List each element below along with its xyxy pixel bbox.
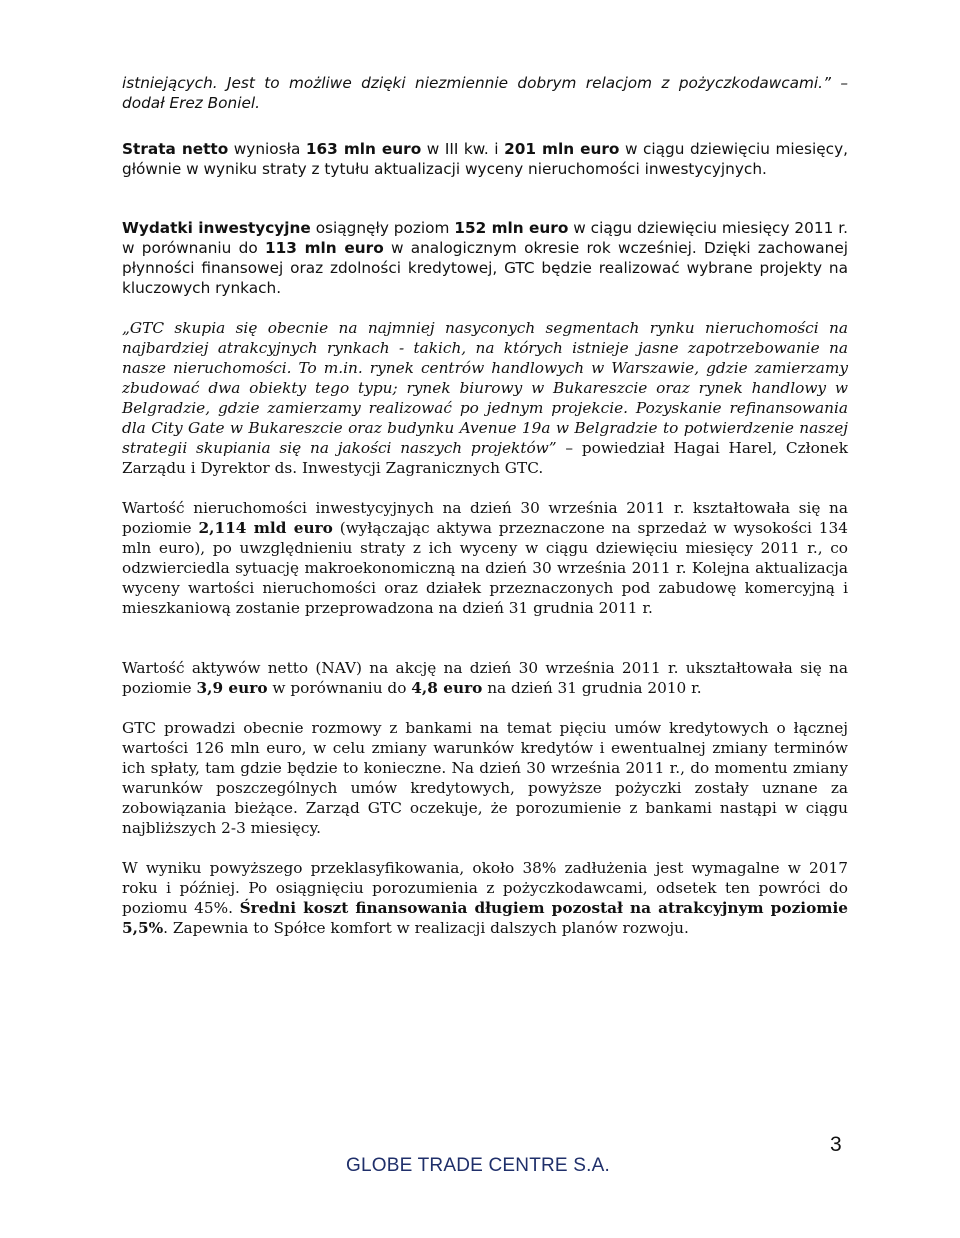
paragraph-text: – powiedział Hagai Harel, Członek Zarządu i Dyrektor ds. Inwestycji Zagranicznych GTC. — [122, 439, 848, 477]
paragraph-text: Wartość aktywów netto (NAV) na akcję na dzień 30 września 2011 r. ukształtowała się na poziomie — [122, 659, 848, 697]
paragraph-quote-end — [122, 73, 848, 113]
paragraph-nav — [122, 658, 848, 698]
paragraph-text: W wyniku powyższego przeklasyfikowania, około 38% zadłużenia jest wymagalne w 2017 roku i później. Po osiągnięciu porozumienia z pożyczkodawcami, odsetek ten powróci do poziomu 45%. — [122, 859, 848, 917]
paragraph-text: w analogicznym okresie rok wcześniej. Dzięki zachowanej płynności finansowej oraz zdolności kredytowej, GTC będzie realizować wybrane projekty na kluczowych rynkach. — [122, 239, 848, 297]
paragraph-text: wyniosła — [228, 140, 306, 158]
paragraph-bank-talks — [122, 718, 848, 838]
paragraph-text: w ciągu dziewięciu miesięcy, głównie w wyniku straty z tytułu aktualizacji wyceny nieruchomości inwestycyjnych. — [122, 140, 848, 178]
bold-text: 163 mln euro — [305, 140, 422, 158]
bold-text: Średni koszt finansowania długiem pozostał na atrakcyjnym poziomie 5,5% — [122, 899, 848, 937]
bold-text: 4,8 euro — [411, 679, 483, 697]
page-number: 3 — [830, 1133, 842, 1156]
paragraph-capex — [122, 218, 848, 298]
paragraph-text: Wartość nieruchomości inwestycyjnych na dzień 30 września 2011 r. kształtowała się na poziomie — [122, 499, 848, 537]
paragraph-text: istniejących. Jest to możliwe dzięki niezmiennie dobrym relacjom z pożyczkodawcami.” – dodał Erez Boniel. — [122, 74, 848, 112]
paragraph-text: . Zapewnia to Spółce komfort w realizacji dalszych planów rozwoju. — [163, 919, 689, 937]
paragraph-property-value — [122, 498, 848, 618]
paragraph-net-loss — [122, 139, 848, 179]
paragraph-reclassification — [122, 858, 848, 938]
quote-text: „GTC skupia się obecnie na najmniej nasyconych segmentach rynku nieruchomości na najbardziej atrakcyjnych rynkach - takich, na których istnieje jasne zapotrzebowanie na nasze nieruchomości. To m.in. rynek centrów handlowych w Warszawie, gdzie zamierzamy zbudować dwa obiekty tego typu; rynek biurowy w Bukareszcie oraz rynek handlowy w Belgradzie, gdzie zamierzamy realizować po jednym projekcie. Pozyskanie refinansowania dla City Gate w Bukareszcie oraz budynku Avenue 19a w Belgradzie to potwierdzenie naszej strategii skupiania się na jakości naszych projektów” — [122, 319, 848, 457]
bold-text: Strata netto — [122, 140, 229, 158]
bold-text: Wydatki inwestycyjne — [122, 219, 311, 237]
footer-company-name: GLOBE TRADE CENTRE S.A. — [346, 1155, 610, 1176]
paragraph-text: (wyłączając aktywa przeznaczone na sprzedaż w wysokości 134 mln euro), po uwzględnieniu straty z ich wyceny w ciągu dziewięciu miesięcy 2011 r., co odzwierciedla sytuację makroekonomiczną na dzień 30 września 2011 r. Kolejna aktualizacja wyceny wartości nieruchomości oraz działek przeznaczonych pod zabudowę komercyjną i mieszkaniową zostanie przeprowadzona na dzień 31 grudnia 2011 r. — [122, 519, 848, 617]
paragraph-text: na dzień 31 grudnia 2010 r. — [482, 679, 702, 697]
paragraph-text: w III kw. i — [421, 140, 505, 158]
bold-text: 201 mln euro — [504, 140, 620, 158]
paragraph-text: w ciągu dziewięciu miesięcy 2011 r. w porównaniu do — [122, 219, 848, 257]
paragraph-strategy-quote — [122, 318, 848, 478]
bold-text: 113 mln euro — [264, 239, 384, 257]
bold-text: 2,114 mld euro — [198, 519, 333, 537]
bold-text: 152 mln euro — [454, 219, 569, 237]
paragraph-text: GTC prowadzi obecnie rozmowy z bankami na temat pięciu umów kredytowych o łącznej wartości 126 mln euro, w celu zmiany warunków kredytów i ewentualnej zmiany terminów ich spłaty, tam gdzie będzie to konieczne. Na dzień 30 września 2011 r., do momentu zmiany warunków poszczególnych umów kredytowych, powyższe pożyczki zostały uznane za zobowiązania bieżące. Zarząd GTC oczekuje, że porozumienie z bankami nastąpi w ciągu najbliższych 2-3 miesięcy. — [122, 719, 848, 837]
paragraph-text: osiągnęły poziom — [310, 219, 455, 237]
paragraph-text: w porównaniu do — [267, 679, 412, 697]
bold-text: 3,9 euro — [196, 679, 268, 697]
